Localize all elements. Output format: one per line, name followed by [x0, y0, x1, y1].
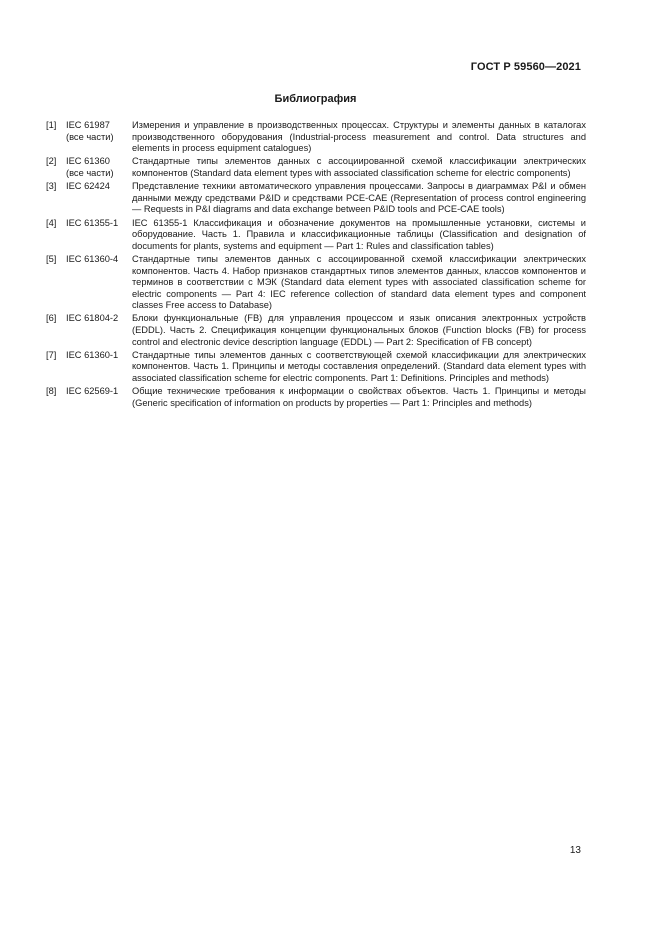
entry-text: Стандартные типы элементов данных с ассоциированной схемой классификации электрических компонентов. Часть 4. Набор признаков стандартных типов элементов данных, классов компонентов и терминов в соответствии с МЭК (Standard data element types with associated classification scheme for electric components — Part 4: IEC reference collection of standard data element types and component classes Free access to Database): [132, 253, 586, 311]
bibliography-entry: [46, 386, 586, 409]
bibliography-entry: [46, 254, 586, 312]
entry-number: [4]: [46, 217, 57, 228]
entry-text: Стандартные типы элементов данных с соответствующей схемой классификации для электрических компонентов. Часть 1. Принципы и методы составления определений. (Standard data element types with associated classification scheme for electric components. Part 1: Definitions. Principles and methods): [132, 349, 586, 384]
entry-number: [7]: [46, 349, 57, 360]
entry-number: [3]: [46, 181, 57, 192]
entry-code: IEC 61355-1: [66, 217, 119, 228]
bibliography-entry: [46, 120, 586, 155]
entry-text: Общие технические требования к информации о свойствах объектов. Часть 1. Принципы и методы (Generic specification of information on products by properties — Part 1: Principles and methods): [132, 386, 586, 408]
entry-code: IEC 61804-2: [66, 313, 119, 324]
entry-number: [5]: [46, 253, 57, 264]
section-title: Библиография: [274, 93, 357, 105]
entry-code: [66, 120, 132, 155]
entry-code: IEC 61360-1: [66, 349, 119, 360]
bibliography-entry: [46, 313, 586, 348]
bibliography-entry: [46, 350, 586, 385]
bibliography-entry: [46, 156, 586, 179]
document-number: ГОСТ Р 59560—2021: [470, 61, 581, 73]
entry-text: Представление техники автоматического управления процессами. Запросы в диаграммах P&I и обмен данными между средствами P&ID и средствами PCE-CAE (Representation of process control engineering — Requests in P&I diagrams and data exchange between P&ID tools and PCE-CAE tools): [132, 181, 586, 215]
entry-text: IEC 61355-1 Классификация и обозначение документов на промышленные установки, системы и оборудование. Часть 1. Правила и классификационные таблицы (Classification and designation of documents for plants, systems and equipment — Part 1: Rules and classification tables): [132, 217, 586, 251]
entry-code: [66, 156, 132, 179]
entry-number: [1]: [46, 120, 57, 130]
entry-code-main: IEC 61987: [66, 120, 110, 130]
entry-text: Измерения и управление в производственных процессах. Структуры и элементы данных в каталогах производственного оборудования (Industrial-process measurement and control. Data structures and elements in process equipment catalogues): [132, 120, 586, 154]
entry-code: IEC 62424: [66, 181, 110, 192]
entry-code: IEC 61360-4: [66, 253, 119, 264]
entry-code-main: IEC 61360: [66, 156, 110, 167]
bibliography-entry: [46, 218, 586, 253]
entry-number: [8]: [46, 386, 57, 397]
entry-number: [2]: [46, 156, 57, 167]
entry-text: Стандартные типы элементов данных с ассоциированной схемой классификации электрических компонентов (Standard data element types with associated classification scheme for electric components): [132, 156, 586, 178]
bibliography-list: [46, 120, 586, 411]
bibliography-entry: [46, 181, 586, 216]
entry-code-sub: (все части): [66, 131, 114, 142]
entry-code: IEC 62569-1: [66, 386, 119, 397]
page-number: 13: [569, 845, 581, 856]
entry-number: [6]: [46, 313, 57, 324]
entry-code-sub: (все части): [66, 167, 114, 178]
entry-text: Блоки функциональные (FB) для управления процессом и язык описания электронных устройств (EDDL). Часть 2. Спецификация концепции функциональных блоков (Function blocks (FB) for process control and electronic device description language (EDDL) — Part 2: Specification of FB concept): [132, 313, 586, 347]
